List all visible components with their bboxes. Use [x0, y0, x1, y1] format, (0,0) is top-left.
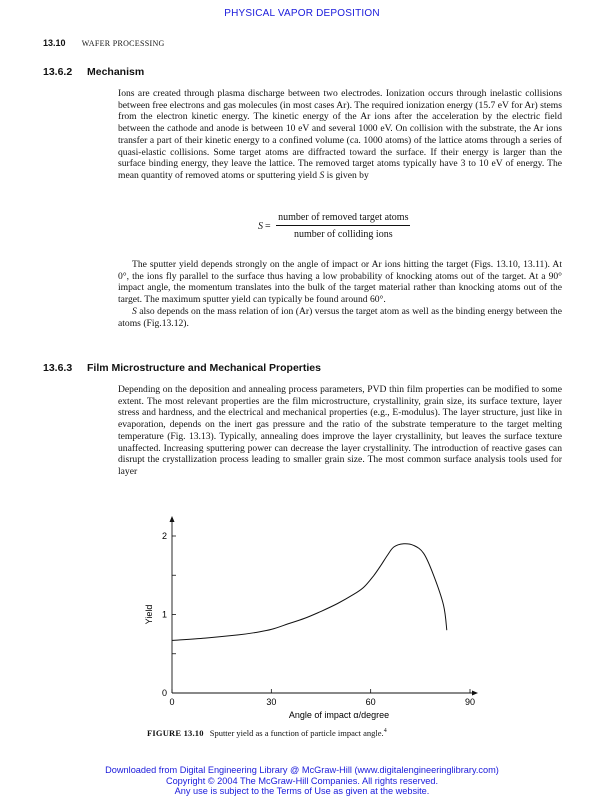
- figure-reference: 4: [383, 728, 387, 735]
- x-tick-label: 0: [169, 697, 175, 707]
- x-axis-title: Angle of impact α/degree: [288, 710, 390, 720]
- top-banner-title: PHYSICAL VAPOR DEPOSITION: [224, 8, 380, 19]
- y-tick-label: 1: [161, 609, 167, 620]
- section-number: 13.6.3: [43, 362, 73, 374]
- mechanism-paragraph-2: [118, 259, 562, 329]
- y-axis-title: Yield: [144, 604, 154, 625]
- y-axis-arrow: [170, 516, 175, 522]
- paragraph-text: Depending on the deposition and annealing process parameters, PVD thin film properties can be modified to some extent. The most relevant properties are the film microstructure, crystallinity, grain size, its surface texture, layer stress and hardness, and the electrical and mechanical properties (e.g., E-modulus). The layer structure, just like in evaporation, depends on the inert gas pressure and the ratio of the substrate temperature to the target melting temperature (Fig. 13.13). Typically, annealing does improve the layer crystallinity, but leaves the surface texture unaffected. Increasing sputtering power can decrease the layer crystallinity. The introduction of reactive gases can disrupt the crystallization process leading to smaller grain size. The most common surface analysis tools used for layer: [118, 384, 562, 477]
- running-head: [43, 38, 165, 48]
- formula-denominator: number of colliding ions: [294, 229, 393, 240]
- paragraph-text: Ions are created through plasma discharge between two electrodes. Ionization occurs through inelastic collisions between free electrons and gas molecules (in most cases Ar). The required ionization energy (15.7 eV for Ar) stems from the electron kinetic energy. The kinetic energy of the Ar ions after the acceleration by the electric field between the cathode and anode is between 10 eV and several 1000 eV. On collision with the substrate, the Ar ions transfer a part of their kinetic energy to a confined volume (ca. 1000 atoms) of the lattice atoms through a series of quasi-elastic collisions. Some target atoms are diffracted toward the surface. If their energy is larger than the surface binding energy, they leave the lattice. The removed target atoms typically have 3 to 10 eV of energy. The mean quantity of removed atoms or sputtering yield: [118, 88, 562, 181]
- paragraph-text-end: is given by: [326, 169, 369, 181]
- microstructure-paragraph: [118, 384, 562, 478]
- figure-caption-text: Sputter yield as a function of particle impact angle.: [209, 728, 384, 738]
- section-number: 13.6.2: [43, 66, 73, 78]
- footer-notice: [0, 765, 604, 797]
- chart-axes: [170, 516, 479, 696]
- y-tick-label: 0: [161, 688, 167, 698]
- figure-caption: [147, 728, 387, 738]
- paragraph-text: [118, 306, 562, 329]
- section-title: Film Microstructure and Mechanical Properties: [87, 362, 321, 374]
- formula-numerator: number of removed target atoms: [276, 212, 410, 226]
- y-tick-label: 2: [161, 531, 167, 541]
- footer-line-1[interactable]: Downloaded from Digital Engineering Library @ McGraw-Hill (www.digitalengineeringlibrary.com): [105, 765, 499, 775]
- sputter-yield-curve: [172, 544, 447, 641]
- mechanism-paragraph-1: [118, 88, 562, 182]
- sputter-yield-chart: [130, 515, 510, 725]
- page-number: 13.10: [43, 38, 66, 48]
- figure-label: FIGURE 13.10: [147, 728, 204, 738]
- x-axis-arrow: [472, 691, 478, 696]
- x-tick-label: 60: [365, 697, 376, 707]
- x-tick-label: 30: [266, 697, 277, 707]
- formula-fraction: [276, 212, 410, 240]
- paragraph-text: The sputter yield depends strongly on the angle of impact or Ar ions hitting the target (Figs. 13.10, 13.11). At 0°, the ions fly parallel to the surface thus having a low probability of knocking atoms out of the target. At a 90° impact angle, the momentum translates into the bulk of the target material rather than knocking atoms out of the target. The maximum sputter yield can typically be found around 60°.: [118, 259, 562, 306]
- section-title: Mechanism: [87, 66, 145, 78]
- section-heading-microstructure: [43, 362, 321, 374]
- variable-s: S: [319, 169, 325, 181]
- footer-line-2: Copyright © 2004 The McGraw-Hill Companies. All rights reserved.: [165, 775, 439, 786]
- running-head-title: WAFER PROCESSING: [81, 39, 165, 48]
- x-tick-label: 90: [464, 697, 476, 707]
- paragraph-text-span: also depends on the mass relation of ion (Ar) versus the target atom as well as the binding energy between the atoms (Fig.13.12).: [118, 305, 562, 329]
- formula-equals: =: [265, 220, 271, 232]
- variable-s: S: [132, 305, 137, 317]
- sputter-yield-formula: [258, 212, 410, 240]
- section-heading-mechanism: [43, 66, 144, 78]
- footer-line-3: Any use is subject to the Terms of Use as given at the website.: [174, 786, 430, 796]
- formula-lhs: S: [258, 220, 263, 232]
- chart-labels: [144, 531, 475, 720]
